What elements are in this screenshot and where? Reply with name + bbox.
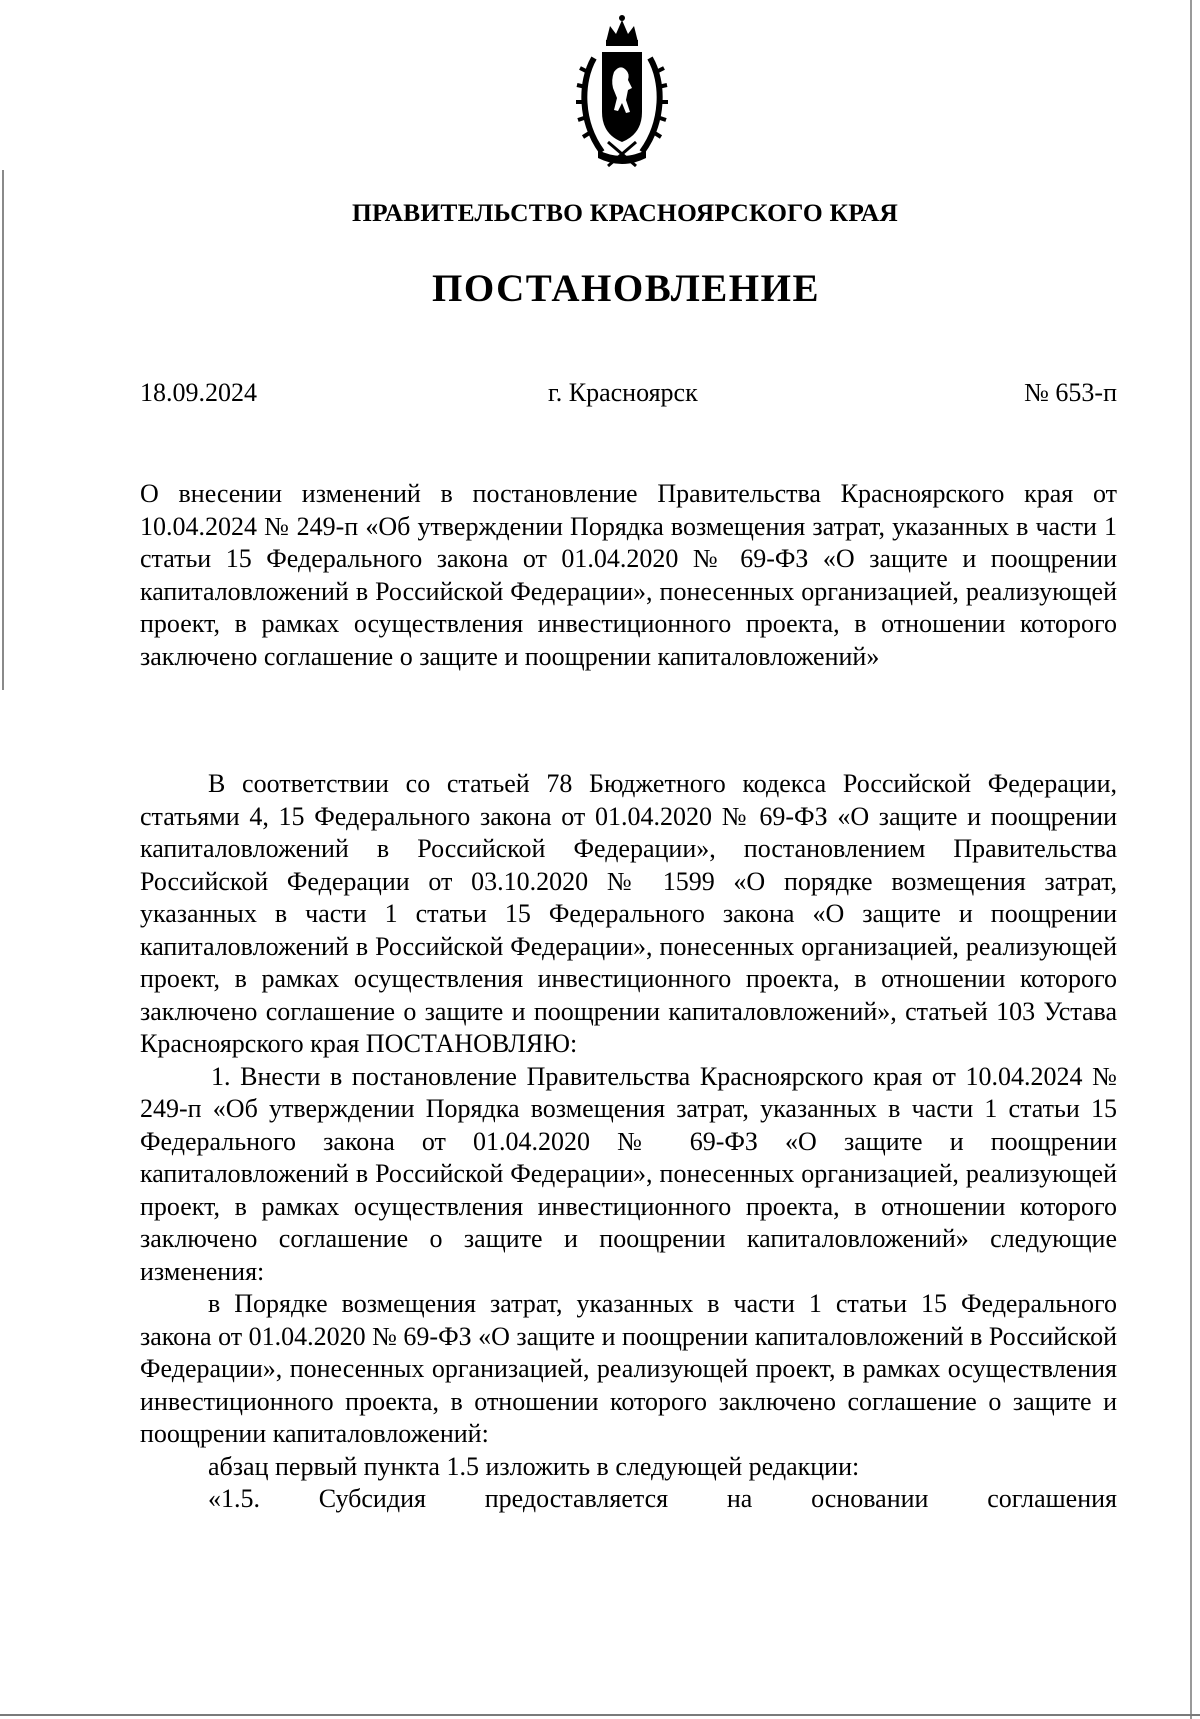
document-body [140,768,1117,1516]
document-type-title: ПОСТАНОВЛЕНИЕ [431,267,820,310]
preamble-paragraph: В соответствии со статьей 78 Бюджетного кодекса Российской Федерации, статьями 4, 15 Федерального закона от 01.04.2020 № 69-ФЗ «О защите и поощрении капиталовложений в Российской Федерации», постановлением Правительства Российской Федерации от 03.10.2020 № 1599 «О порядке возмещения затрат, указанных в части 1 статьи 15 Федерального закона «О защите и поощрении капиталовложений в Российской Федерации», понесенных организацией, реализующей проект, в рамках осуществления инвестиционного проекта, в отношении которого заключено соглашение о защите и поощрении капиталовложений», статьей 103 Устава Красноярского края ПОСТАНОВЛЯЮ: [140,769,1117,1058]
item-1-paragraph: 1. Внести в постановление Правительства Красноярского края от 10.04.2024 № 249-п «Об утверждении Порядка возмещения затрат, указанных в части 1 статьи 15 Федерального закона от 01.04.2020 № 69-ФЗ «О защите и поощрении капиталовложений в Российской Федерации», понесенных организацией, реализующей проект, в рамках осуществления инвестиционного проекта, в отношении которого заключено соглашение о защите и поощрении капиталовложений» следующие изменения: [140,1061,1117,1286]
document-number: № 653-п [1024,378,1117,407]
scan-edge-left [2,170,4,690]
amendment-intro-paragraph: абзац первый пункта 1.5 изложить в следующей редакции: [208,1451,860,1481]
amendment-quote-start: «1.5. Субсидия предоставляется на основании соглашения [208,1484,1117,1513]
document-subject: О внесении изменений в постановление Правительства Красноярского края от 10.04.2024 № 249-п «Об утверждении Порядка возмещения затрат, указанных в части 1 статьи 15 Федерального закона от 01.04.2020 № 69-ФЗ «О защите и поощрении капиталовложений в Российской Федерации», понесенных организацией, реализующей проект, в рамках осуществления инвестиционного проекта, в отношении которого заключено соглашение о защите и поощрении капиталовложений» [140,479,1117,671]
order-paragraph: в Порядке возмещения затрат, указанных в части 1 статьи 15 Федерального закона от 01.04.2020 № 69-ФЗ «О защите и поощрении капиталовложений в Российской Федерации», понесенных организацией, реализующей проект, в рамках осуществления инвестиционного проекта, в отношении которого заключено соглашение о защите и поощрении капиталовложений: [140,1289,1117,1448]
scan-edge-bottom [0,1714,1200,1716]
government-title: ПРАВИТЕЛЬСТВО КРАСНОЯРСКОГО КРАЯ [352,198,898,227]
scan-edge-right [1190,0,1192,1719]
document-date: 18.09.2024 [140,378,257,407]
krasnoyarsk-coat-of-arms-icon [572,12,672,170]
document-city: г. Красноярск [548,378,698,407]
